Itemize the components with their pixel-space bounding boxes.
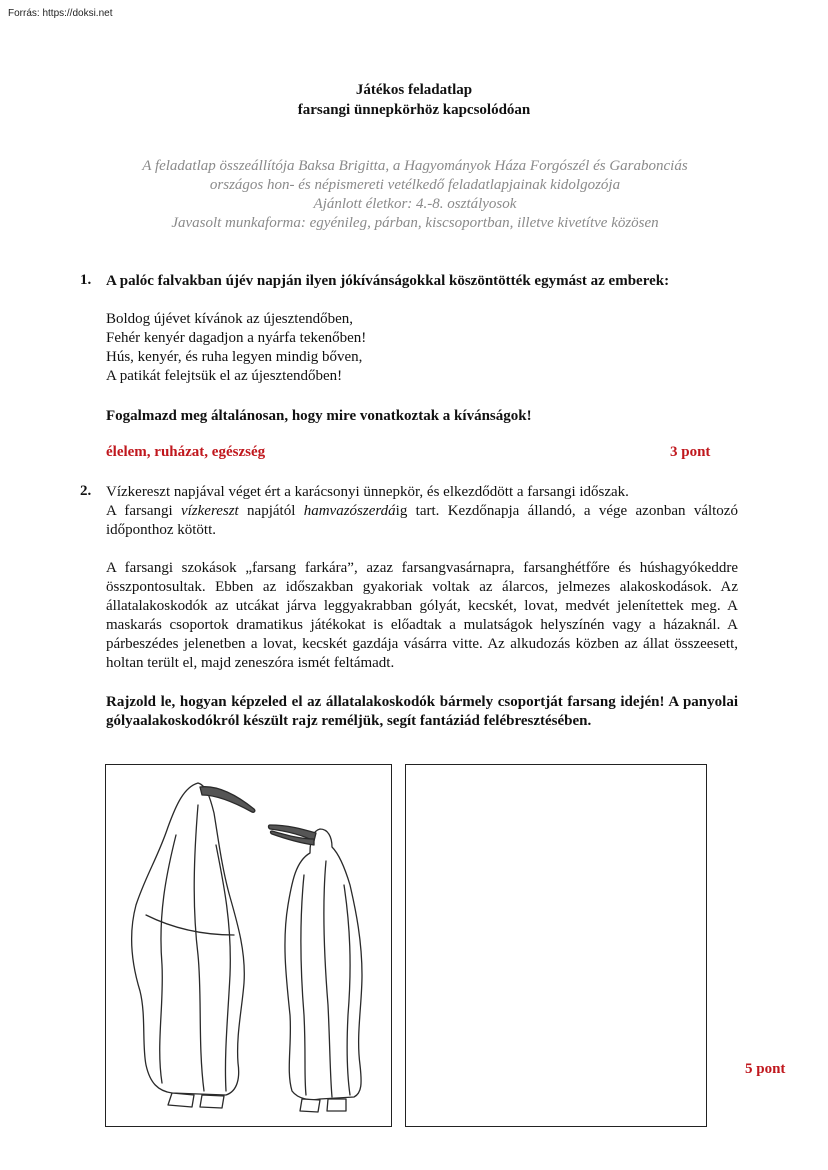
question-1-points: 3 pont	[670, 444, 711, 460]
page-title	[0, 80, 828, 120]
question-1-header: A palóc falvakban újév napján ilyen jókívánságokkal köszöntötték egymást az emberek:	[106, 273, 670, 289]
q2-p1-line-a: Vízkereszt napjával véget ért a karácsonyi ünnepkör, és elkezdődött a farsangi időszak.	[106, 484, 629, 500]
q2-p1-emphasis-1: vízkereszt	[180, 503, 239, 519]
poem-line-3: Hús, kenyér, és ruha legyen mindig bőven,	[106, 349, 363, 365]
right-figure-feet	[300, 1099, 346, 1112]
question-2-task: Rajzold le, hogyan képzeled el az állatalakoskodók bármely csoportját farsang idején! A panyolai gólyaalakoskodókról készült rajz reméljük, segít fantáziád felébresztésében.	[106, 694, 738, 729]
title-line-2: farsangi ünnepkörhöz kapcsolódóan	[297, 102, 531, 118]
q2-p1-emphasis-2: hamvazószerdá	[303, 503, 396, 519]
question-2-paragraph-1	[106, 483, 738, 540]
poem-line-4: A patikát felejtsük el az újesztendőben!	[106, 368, 343, 384]
q2-p1-text-1: A farsangi	[106, 503, 181, 519]
question-2-points: 5 pont	[745, 1061, 786, 1077]
left-figure-feet	[168, 1093, 224, 1108]
left-figure-cloak	[132, 783, 245, 1095]
question-2-number: 2.	[80, 483, 92, 499]
poem-line-1: Boldog újévet kívánok az újesztendőben,	[106, 311, 354, 327]
q2-p1-text-2: napjától	[238, 503, 304, 519]
poem-line-2: Fehér kenyér dagadjon a nyárfa tekenőben!	[106, 330, 367, 346]
intro-line-3: Ajánlott életkor: 4.-8. osztályosok	[313, 196, 517, 212]
drawing-area-box[interactable]	[405, 764, 707, 1127]
question-1-task: Fogalmazd meg általánosan, hogy mire vonatkoztak a kívánságok!	[106, 408, 532, 424]
intro-text	[90, 157, 740, 233]
question-1-poem	[106, 310, 738, 386]
title-line-1: Játékos feladatlap	[355, 82, 473, 98]
question-2-paragraph-2: A farsangi szokások „farsang farkára”, azaz farsangvasárnapra, farsanghétfőre és húshagyókeddre összpontosultak. Ebben az időszakban gyakoriak voltak az álarcos, jelmezes alakoskodások. Az állatalakoskodók az utcákat járva leggyakrabban gólyát, kecskét, lovat, medvét jelenítettek meg. A maskarás csoportok dramatikus játékokat is előadtak a mulatságok helyszínén vagy a házaknál. A párbeszédes jelenetben a lovat, kecskét gazdája vásárra vitte. Az alkudozás közben az állat összeesett, holtan terült el, majd zeneszóra ismét feltámadt.	[106, 560, 738, 671]
stork-illustration-box	[105, 764, 392, 1127]
stork-maskers-illustration	[106, 765, 391, 1126]
q2-p1-text-3: ig tart. Kezdőnapja állandó, a vége azonban változó időponthoz kötött.	[106, 503, 738, 538]
question-1-answer: élelem, ruházat, egészség	[106, 444, 266, 460]
source-url: Forrás: https://doksi.net	[8, 8, 113, 19]
intro-line-2: országos hon- és népismereti vetélkedő feladatlapjainak kidolgozója	[209, 177, 621, 193]
question-1-number: 1.	[80, 272, 92, 288]
intro-line-4: Javasolt munkaforma: egyénileg, párban, kiscsoportban, illetve kivetítve közösen	[171, 215, 659, 231]
intro-line-1: A feladatlap összeállítója Baksa Brigitta, a Hagyományok Háza Forgószél és Garabonciás	[142, 158, 688, 174]
